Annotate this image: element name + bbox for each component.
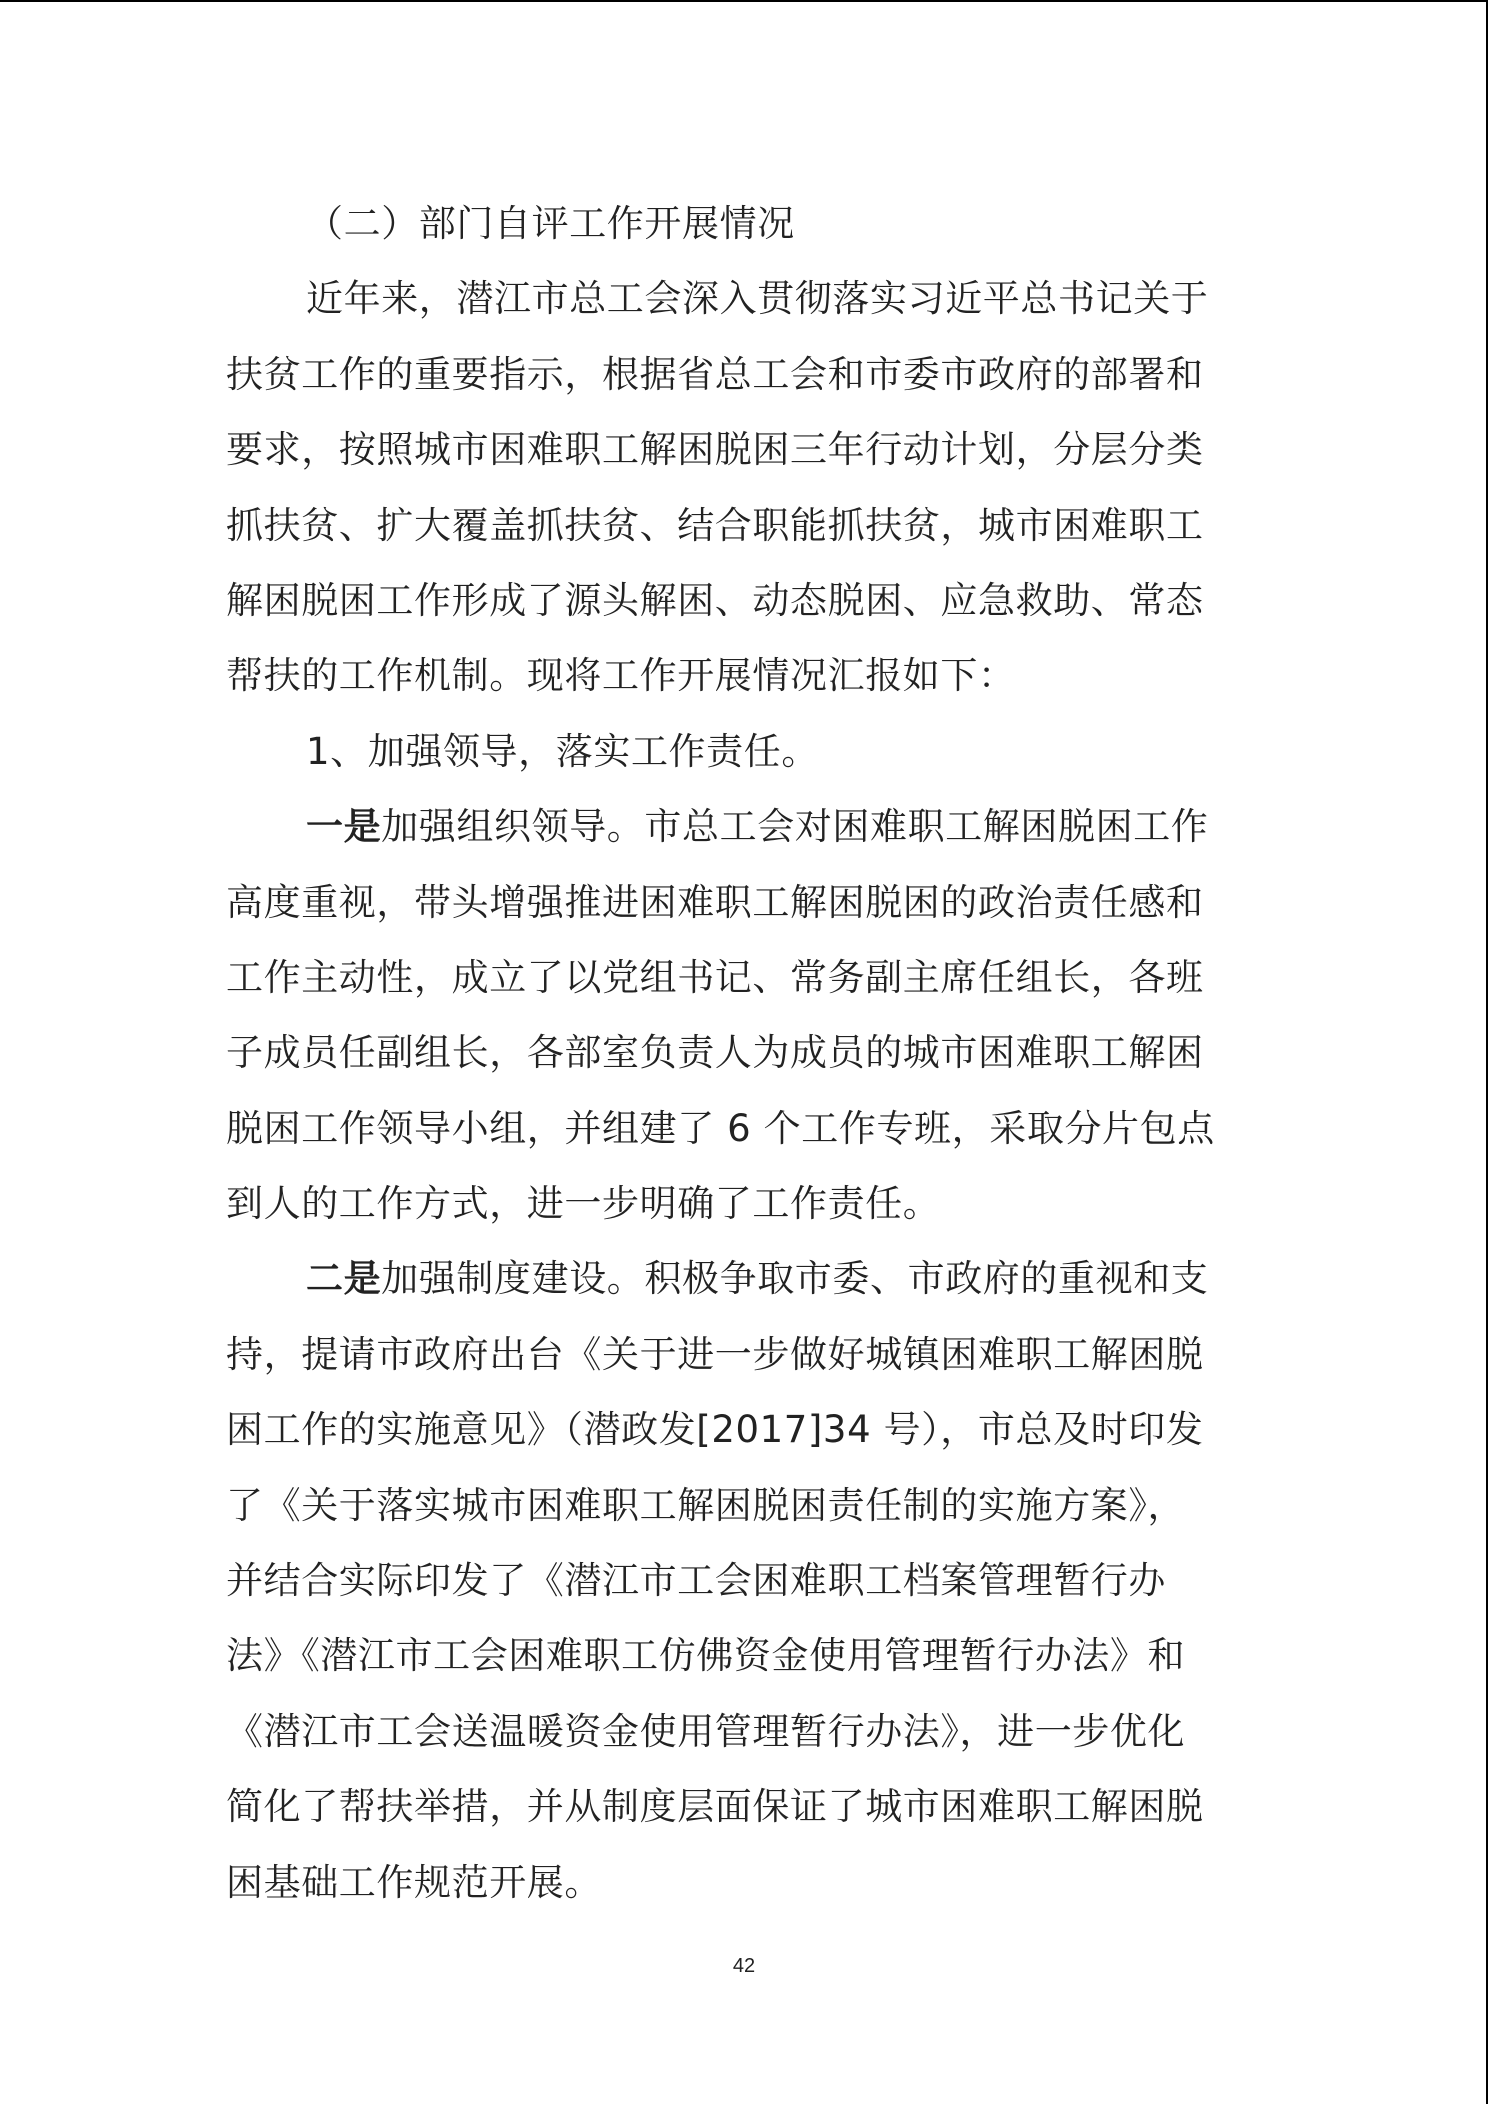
text-line: 困基础工作规范开展。 [226,1860,602,1904]
point-one-first-line: 加强组织领导。市总工会对困难职工解困脱困工作 [381,805,1209,849]
text-line: 持，提请市政府出台《关于进一步做好城镇困难职工解困脱 [226,1332,1204,1376]
intro-paragraph [226,261,1262,713]
text-line: 工作主动性，成立了以党组书记、常务副主席任组长，各班 [226,955,1204,999]
text-line: 困工作的实施意见》（潜政发[2017]34 号），市总及时印发 [226,1408,1204,1452]
text-line: 《潜江市工会送温暖资金使用管理暂行办法》，进一步优化 [226,1709,1186,1753]
point-one-label: 一是 [306,805,382,849]
text-line: 法》《潜江市工会困难职工仿佛资金使用管理暂行办法》和 [226,1634,1186,1678]
page-top-border [0,0,1488,2]
page-number: 42 [732,1955,756,1977]
text-line: 到人的工作方式，进一步明确了工作责任。 [226,1182,941,1226]
text-line: 抓扶贫、扩大覆盖抓扶贫、结合职能抓扶贫，城市困难职工 [226,503,1204,547]
point-two-label: 二是 [306,1257,382,1301]
section-heading: （二）部门自评工作开展情况 [306,202,795,245]
point-two-paragraph [226,1241,1262,1920]
text-line: 子成员任副组长，各部室负责人为成员的城市困难职工解困 [226,1031,1204,1075]
document-body [226,186,1262,1920]
subheading-leadership: 1、加强领导，落实工作责任。 [306,729,819,773]
text-line: 解困脱困工作形成了源头解困、动态脱困、应急救助、常态 [226,578,1204,622]
text-line: 近年来，潜江市总工会深入贯彻落实习近平总书记关于 [306,277,1209,321]
text-line: 并结合实际印发了《潜江市工会困难职工档案管理暂行办 [226,1559,1166,1603]
point-one-paragraph [226,789,1262,1241]
text-line: 脱困工作领导小组，并组建了 6 个工作专班，采取分片包点 [226,1106,1215,1150]
text-line: 高度重视，带头增强推进困难职工解困脱困的政治责任感和 [226,880,1204,924]
text-line [226,789,1262,864]
text-line: 了《关于落实城市困难职工解困脱困责任制的实施方案》， [226,1483,1186,1527]
point-two-first-line: 加强制度建设。积极争取市委、市政府的重视和支 [381,1257,1209,1301]
text-line: 扶贫工作的重要指示，根据省总工会和市委市政府的部署和 [226,352,1204,396]
text-line: 要求，按照城市困难职工解困脱困三年行动计划，分层分类 [226,428,1204,472]
text-line [226,1241,1262,1316]
text-line: 简化了帮扶举措，并从制度层面保证了城市困难职工解困脱 [226,1785,1204,1829]
text-line: 帮扶的工作机制。现将工作开展情况汇报如下： [226,654,1016,698]
